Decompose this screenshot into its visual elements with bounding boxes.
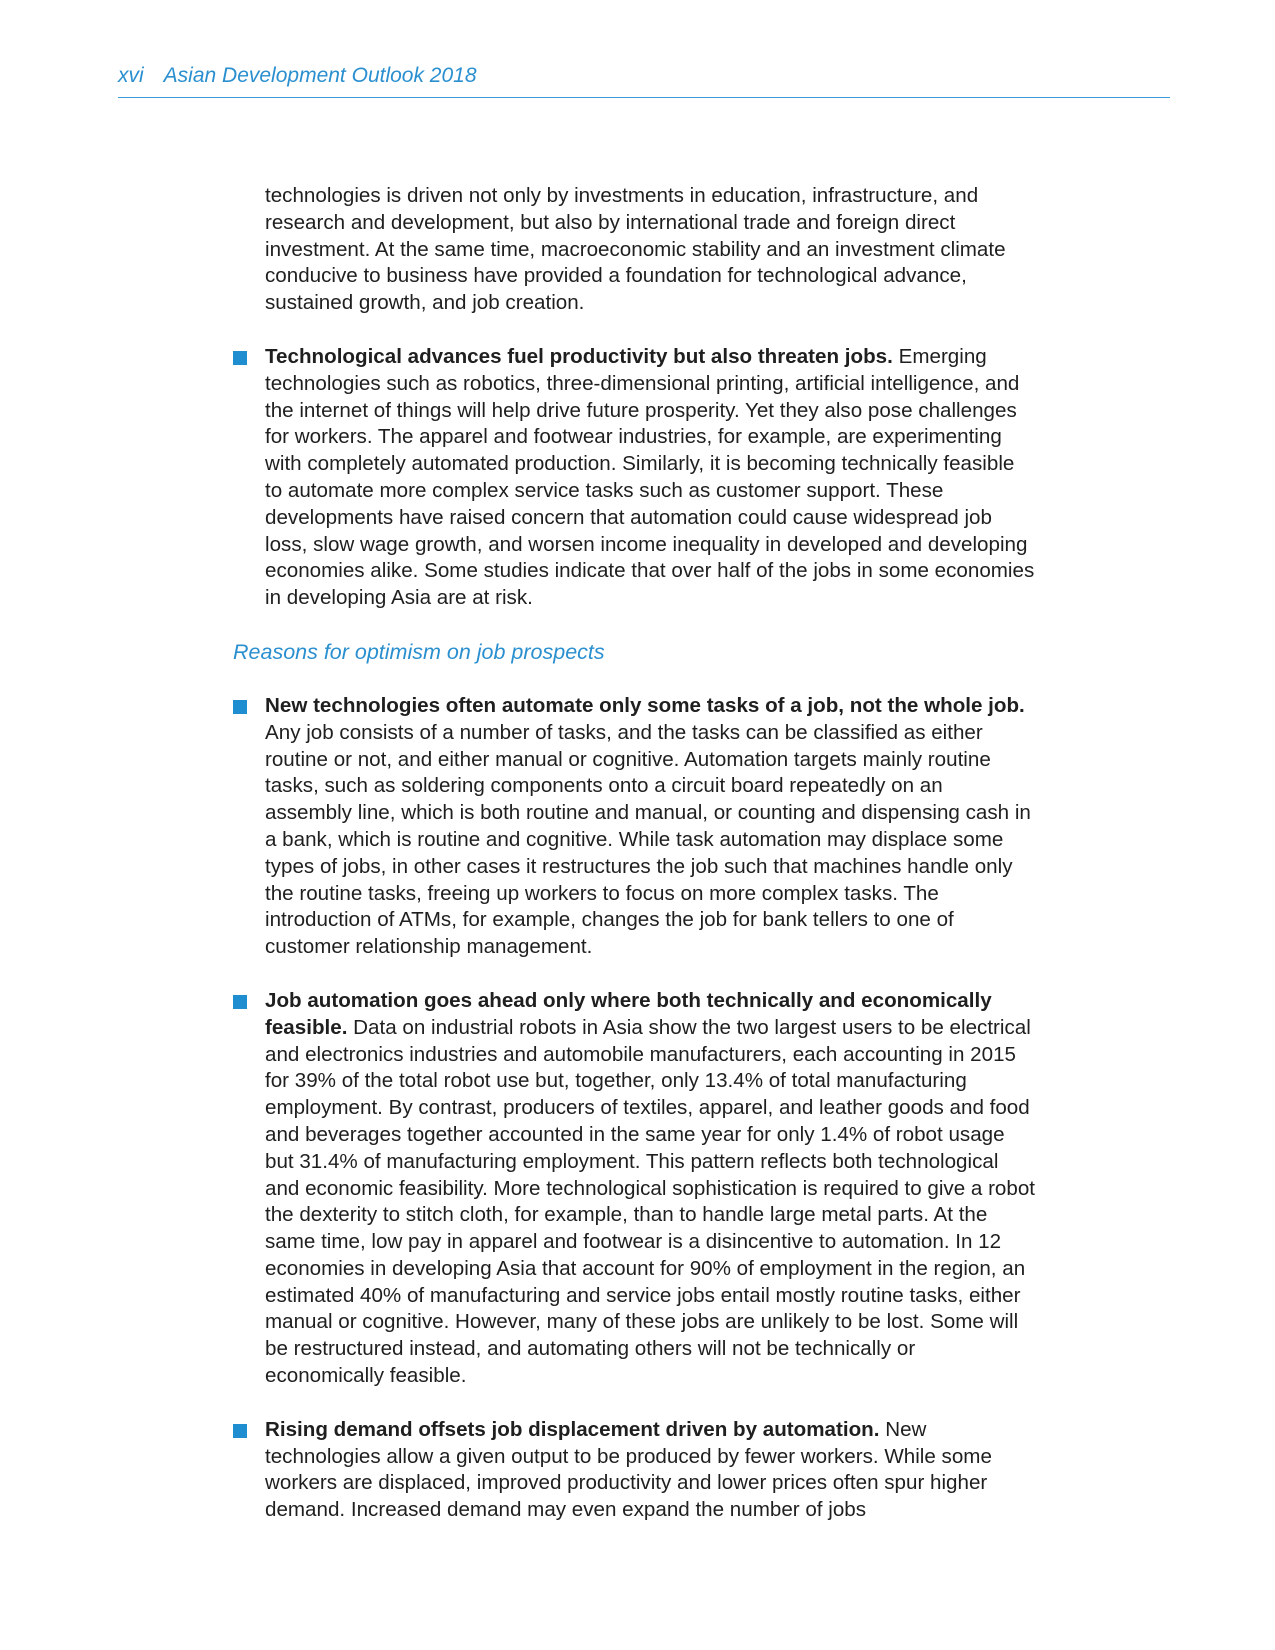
square-bullet-icon: [233, 995, 247, 1009]
section-subheading: Reasons for optimism on job prospects: [233, 639, 605, 664]
page-body: [233, 183, 1036, 1524]
bullet-text: [265, 1417, 1035, 1524]
square-bullet-icon: [233, 700, 247, 714]
bullet-body: Emerging technologies such as robotics, three-dimensional printing, artificial intelligence, and the internet of things will help drive future prosperity. Yet they also pose challenges for workers. The apparel and footwear industries, for example, are experimenting with completely automated production. Similarly, it is becoming technically feasible to automate more complex service tasks such as customer support. These developments have raised concern that automation could cause widespread job loss, slow wage growth, and worsen income inequality in developed and developing economies alike. Some studies indicate that over half of the jobs in some economies in developing Asia are at risk.: [265, 344, 1035, 610]
bullet-item-feasible: [265, 988, 1035, 1390]
bullet-lead: Rising demand offsets job displacement driven by automation.: [265, 1417, 880, 1441]
running-header: [118, 64, 1170, 98]
bullet-text: [265, 693, 1035, 961]
page-number: xvi: [118, 64, 144, 87]
publication-title: Asian Development Outlook 2018: [163, 64, 477, 87]
bullet-body: Any job consists of a number of tasks, and the tasks can be classified as either routine or not, and either manual or cognitive. Automation targets mainly routine tasks, such as soldering components onto a circuit board repeatedly on an assembly line, which is both routine and manual, or counting and dispensing cash in a bank, which is routine and cognitive. While task automation may displace some types of jobs, in other cases it restructures the job such that machines handle only the routine tasks, freeing up workers to focus on more complex tasks. The introduction of ATMs, for example, changes the job for bank tellers to one of customer relationship management.: [265, 720, 1031, 959]
bullet-item-demand: [265, 1417, 1035, 1524]
bullet-lead: New technologies often automate only some tasks of a job, not the whole job.: [265, 693, 1025, 717]
bullet-text: [265, 344, 1035, 612]
bullet-body: Data on industrial robots in Asia show the two largest users to be electrical and electronics industries and automobile manufacturers, each accounting in 2015 for 39% of the total robot use but, together, only 13.4% of total manufacturing employment. By contrast, producers of textiles, apparel, and leather goods and food and beverages together accounted in the same year for only 1.4% of robot usage but 31.4% of manufacturing employment. This pattern reflects both technological and economic feasibility. More technological sophistication is required to give a robot the dexterity to stitch cloth, for example, than to handle large metal parts. At the same time, low pay in apparel and footwear is a disincentive to automation. In 12 economies in developing Asia that account for 90% of employment in the region, an estimated 40% of manufacturing and service jobs entail mostly routine tasks, either manual or cognitive. However, many of these jobs are unlikely to be lost. Some will be restructured instead, and automating others will not be technically or economically feasible.: [265, 1015, 1036, 1388]
bullet-item-tasks: [265, 693, 1035, 961]
bullet-item-threat: [265, 344, 1035, 612]
intro-paragraph: technologies is driven not only by investments in education, infrastructure, and research and development, but also by international trade and foreign direct investment. At the same time, macroeconomic stability and an investment climate conducive to business have provided a foundation for technological advance, sustained growth, and job creation.: [265, 184, 1006, 315]
bullet-body: New technologies allow a given output to be produced by fewer workers. While some workers are displaced, improved productivity and lower prices often spur higher demand. Increased demand may even expand the number of jobs: [265, 1417, 992, 1522]
bullet-lead: Job automation goes ahead only where both technically and economically feasible.: [265, 988, 992, 1039]
square-bullet-icon: [233, 351, 247, 365]
bullet-lead: Technological advances fuel productivity but also threaten jobs.: [265, 344, 893, 368]
bullet-text: [265, 988, 1035, 1390]
square-bullet-icon: [233, 1424, 247, 1438]
